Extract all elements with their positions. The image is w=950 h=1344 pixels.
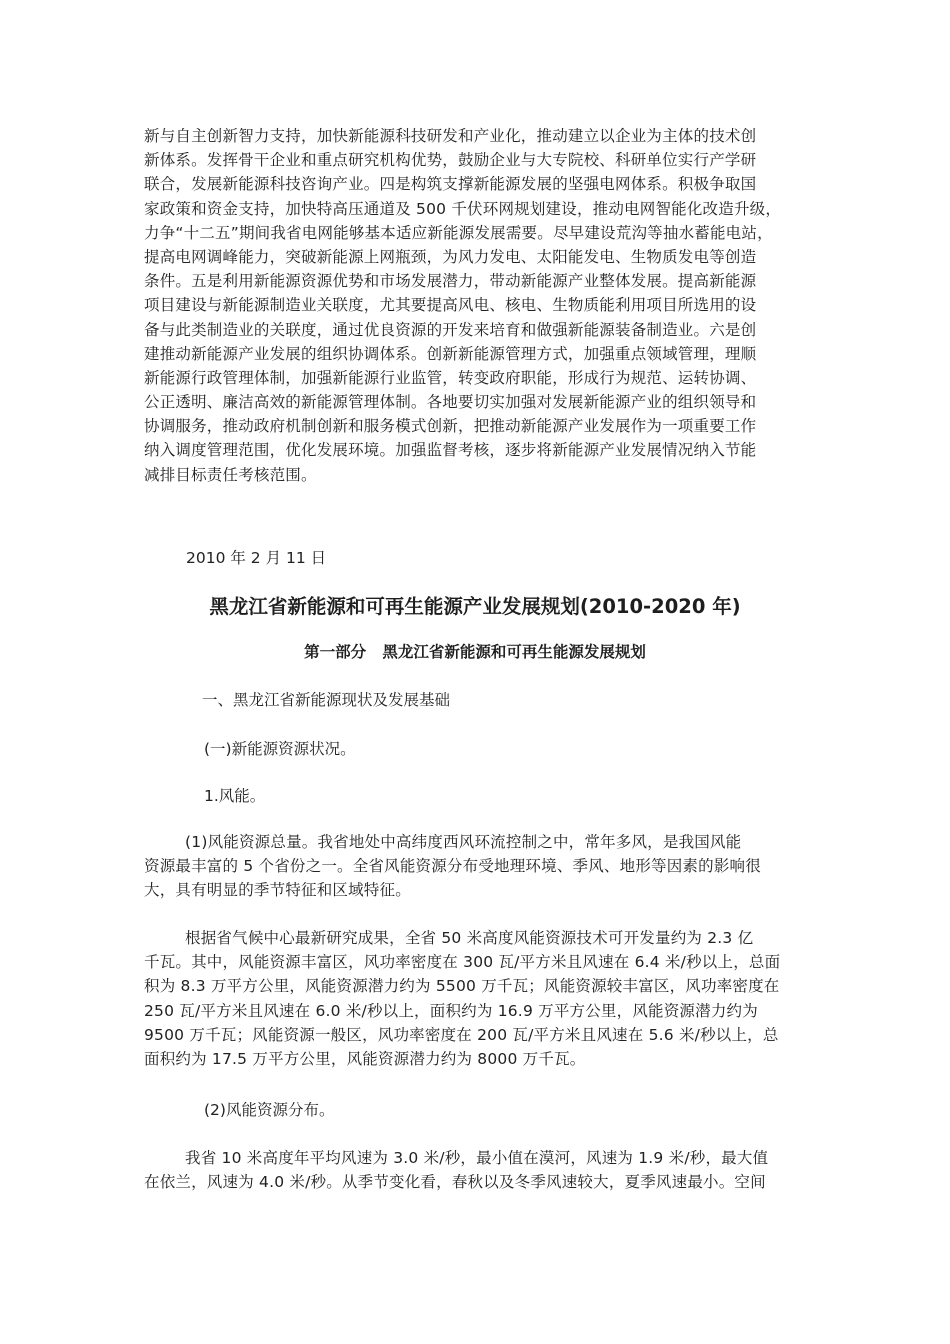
text-line: 我省 10 米高度年平均风速为 3.0 米/秒，最小值在漠河，风速为 1.9 米/秒，最大值 [144,1149,769,1167]
text-line: 新体系。发挥骨干企业和重点研究机构优势，鼓励企业与大专院校、科研单位实行产学研 [144,151,757,170]
text-line: 千瓦。其中，风能资源丰富区，风功率密度在 300 瓦/平方米且风速在 6.4 米/秒以上，总面 [144,953,781,972]
text-line: 备与此类制造业的关联度，通过优良资源的开发来培育和做强新能源装备制造业。六是创 [144,320,757,339]
text-line: 纳入调度管理范围，优化发展环境。加强监督考核，逐步将新能源产业发展情况纳入节能 [144,441,757,460]
text-line: 新能源行政管理体制，加强新能源行业监管，转变政府职能，形成行为规范、运转协调、 [144,368,757,387]
text-line: 项目建设与新能源制造业关联度，尤其要提高风电、核电、生物质能利用项目所选用的设 [144,296,757,315]
document-date: 2010 年 2 月 11 日 [186,549,327,567]
text-line: 家政策和资金支持，加快特高压通道及 500 千伏环网规划建设，推动电网智能化改造升级， [144,199,782,218]
text-line: 面积约为 17.5 万平方公里，风能资源潜力约为 8000 万千瓦。 [144,1049,586,1068]
text-line: 9500 万千瓦；风能资源一般区，风功率密度在 200 瓦/平方米且风速在 5.6 米/秒以上，总 [144,1025,779,1044]
text-line: 新与自主创新智力支持，加快新能源科技研发和产业化，推动建立以企业为主体的技术创 [144,127,757,145]
text-line: 协调服务，推动政府机制创新和服务模式创新，把推动新能源产业发展作为一项重要工作 [144,417,757,436]
text-line: 250 瓦/平方米且风速在 6.0 米/秒以上，面积约为 16.9 万平方公里，风能资源潜力约为 [144,1001,758,1020]
text-line: 提高电网调峰能力，突破新能源上网瓶颈，为风力发电、太阳能发电、生物质发电等创造 [144,247,757,266]
intro-paragraph [144,124,806,487]
paragraph-wind-total [144,830,808,903]
document-title: 黑龙江省新能源和可再生能源产业发展规划(2010-2020 年) [209,595,741,618]
paragraph-wind-research [144,926,808,1071]
subsection-heading-wind: 1.风能。 [204,787,266,805]
text-line: 联合，发展新能源科技咨询产业。四是构筑支撑新能源发展的坚强电网体系。积极争取国 [144,175,757,194]
text-line: (1)风能资源总量。我省地处中高纬度西风环流控制之中，常年多风，是我国风能 [144,833,742,851]
text-line: 资源最丰富的 5 个省份之一。全省风能资源分布受地理环境、季风、地形等因素的影响很 [144,857,761,876]
text-line: 在依兰，风速为 4.0 米/秒。从季节变化看，春秋以及冬季风速较大，夏季风速最小。空间 [144,1173,766,1192]
subsection-heading-resources: (一)新能源资源状况。 [204,740,356,758]
text-line: 根据省气候中心最新研究成果，全省 50 米高度风能资源技术可开发量约为 2.3 亿 [144,929,754,947]
text-line: 建推动新能源产业发展的组织协调体系。创新新能源管理方式，加强重点领域管理，理顺 [144,344,757,363]
text-line: 条件。五是利用新能源资源优势和市场发展潜力，带动新能源产业整体发展。提高新能源 [144,272,757,291]
text-line: 大，具有明显的季节特征和区域特征。 [144,881,411,900]
text-line: 减排目标责任考核范围。 [144,465,317,484]
text-line: 公正透明、廉洁高效的新能源管理体制。各地要切实加强对发展新能源产业的组织领导和 [144,393,757,412]
section-heading-current-status: 一、黑龙江省新能源现状及发展基础 [202,691,451,709]
text-line: 力争“十二五”期间我省电网能够基本适应新能源发展需要。尽早建设荒沟等抽水蓄能电站， [144,223,773,242]
subsection-heading-distribution: (2)风能资源分布。 [204,1101,335,1119]
text-line: 积为 8.3 万平方公里，风能资源潜力约为 5500 万千瓦；风能资源较丰富区，风功率密度在 [144,977,780,996]
paragraph-wind-speed [144,1146,808,1194]
part-heading: 第一部分 黑龙江省新能源和可再生能源发展规划 [304,643,646,661]
